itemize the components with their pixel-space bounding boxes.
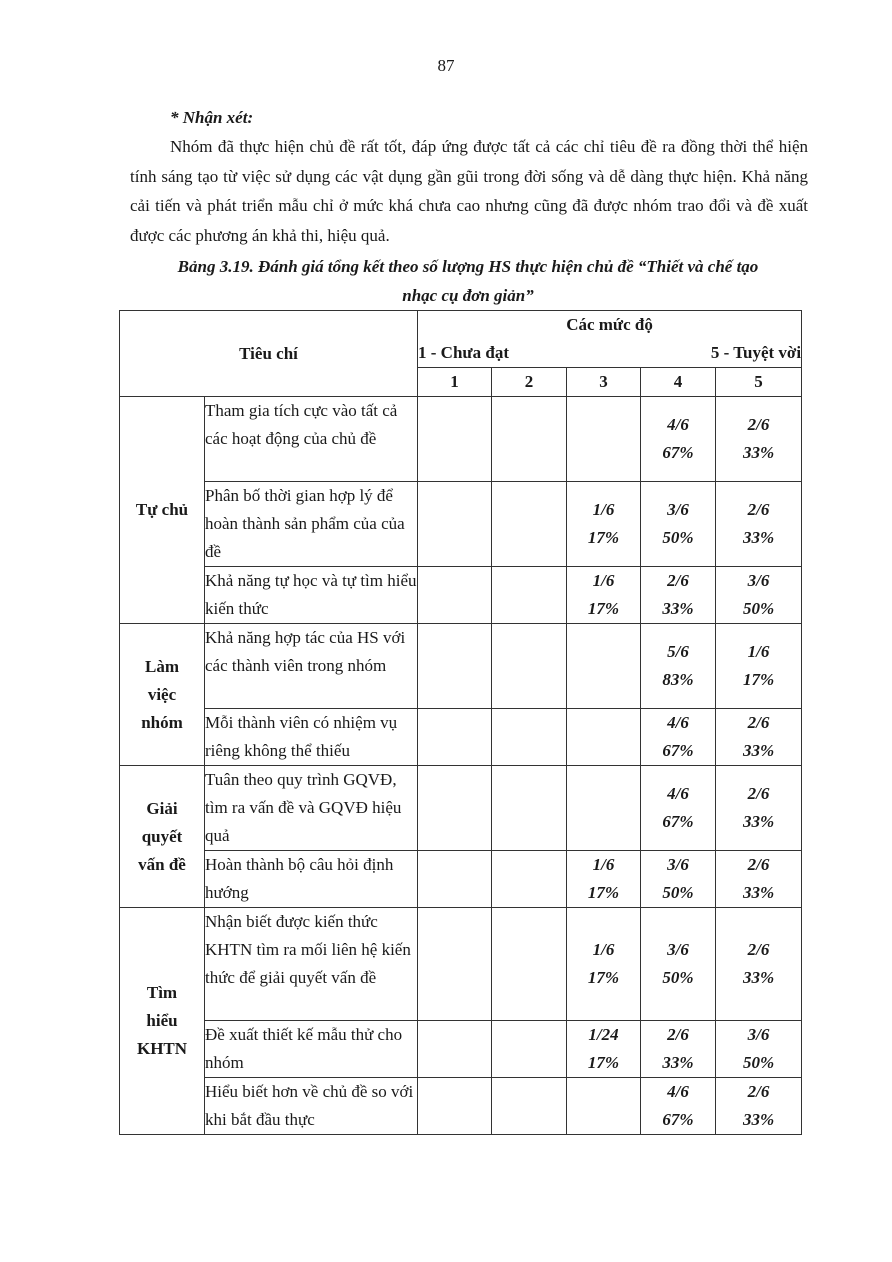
percent-value: 17%	[587, 968, 620, 987]
level-2-header: 2	[492, 368, 567, 397]
count-value: 3/6	[667, 500, 689, 519]
level-1-cell	[418, 397, 492, 482]
table-row	[120, 851, 802, 908]
percent-value: 33%	[742, 968, 775, 987]
criterion-cell: Khả năng tự học và tự tìm hiểu kiến thức	[205, 567, 418, 624]
count-value: 1/6	[592, 940, 615, 959]
criterion-cell: Đề xuất thiết kế mẫu thử cho nhóm	[205, 1021, 418, 1078]
percent-value: 67%	[662, 1110, 694, 1129]
percent-value: 50%	[662, 968, 694, 987]
percent-value: 67%	[662, 812, 694, 831]
count-value: 4/6	[667, 1082, 689, 1101]
criterion-cell: Nhận biết được kiến thức KHTN tìm ra mối liên hệ kiến thức để giải quyết vấn đề	[205, 908, 418, 1021]
percent-value: 33%	[662, 1053, 694, 1072]
criterion-cell: Tham gia tích cực vào tất cả các hoạt động của chủ đề	[205, 397, 418, 482]
level-2-cell	[492, 1078, 567, 1135]
level-5-cell	[716, 1021, 802, 1078]
level-5-cell	[716, 482, 802, 567]
percent-value: 17%	[587, 1053, 620, 1072]
percent-value: 33%	[742, 883, 775, 902]
percent-value: 50%	[742, 599, 775, 618]
level-5-cell	[716, 851, 802, 908]
level-1-header: 1	[418, 368, 492, 397]
table-row	[120, 567, 802, 624]
count-value: 1/6	[747, 642, 770, 661]
count-value: 2/6	[747, 713, 770, 732]
criterion-cell: Khả năng hợp tác của HS với các thành viên trong nhóm	[205, 624, 418, 709]
count-value: 2/6	[747, 855, 770, 874]
count-value: 1/6	[592, 571, 615, 590]
level-2-cell	[492, 908, 567, 1021]
table-row	[120, 1021, 802, 1078]
table-body	[120, 397, 802, 1135]
level-1-cell	[418, 1078, 492, 1135]
level-4-cell	[641, 397, 716, 482]
level-3-cell	[567, 709, 641, 766]
percent-value: 33%	[742, 528, 775, 547]
level-4-cell	[641, 567, 716, 624]
criterion-cell: Tuân theo quy trình GQVĐ, tìm ra vấn đề và GQVĐ hiệu quả	[205, 766, 418, 851]
group-label: Tìm hiểu KHTN	[120, 908, 205, 1135]
level-4-cell	[641, 908, 716, 1021]
level-3-cell	[567, 397, 641, 482]
table-row	[120, 766, 802, 851]
level-4-header: 4	[641, 368, 716, 397]
level-1-cell	[418, 624, 492, 709]
count-value: 2/6	[667, 571, 689, 590]
level-4-cell	[641, 482, 716, 567]
percent-value: 67%	[662, 741, 694, 760]
count-value: 2/6	[667, 1025, 689, 1044]
level-4-cell	[641, 766, 716, 851]
level-1-cell	[418, 766, 492, 851]
count-value: 4/6	[667, 784, 689, 803]
level-4-cell	[641, 851, 716, 908]
level-2-cell	[492, 624, 567, 709]
percent-value: 17%	[587, 883, 620, 902]
level-5-cell	[716, 624, 802, 709]
level-4-cell	[641, 624, 716, 709]
level-4-cell	[641, 1021, 716, 1078]
count-value: 4/6	[667, 415, 689, 434]
level-5-cell	[716, 766, 802, 851]
table-caption	[118, 252, 818, 310]
percent-value: 33%	[742, 443, 775, 462]
table-row	[120, 1078, 802, 1135]
level-low-label: 1 - Chưa đạt	[418, 343, 509, 362]
remark-heading: * Nhận xét:	[170, 108, 254, 127]
evaluation-table	[119, 310, 802, 1135]
count-value: 2/6	[747, 415, 770, 434]
count-value: 5/6	[667, 642, 689, 661]
count-value: 1/6	[592, 500, 615, 519]
percent-value: 17%	[587, 599, 620, 618]
level-2-cell	[492, 1021, 567, 1078]
level-3-header: 3	[567, 368, 641, 397]
table-row	[120, 908, 802, 1021]
level-2-cell	[492, 567, 567, 624]
criterion-cell: Hoàn thành bộ câu hỏi định hướng	[205, 851, 418, 908]
percent-value: 67%	[662, 443, 694, 462]
level-2-cell	[492, 482, 567, 567]
level-1-cell	[418, 709, 492, 766]
table-caption-line-1: Bảng 3.19. Đánh giá tổng kết theo số lượng HS thực hiện chủ đề “Thiết và chế tạo	[177, 257, 759, 276]
table-row	[120, 397, 802, 482]
level-3-cell	[567, 851, 641, 908]
count-value: 3/6	[667, 940, 689, 959]
count-value: 3/6	[667, 855, 689, 874]
percent-value: 33%	[742, 812, 775, 831]
percent-value: 33%	[662, 599, 694, 618]
level-3-cell	[567, 1021, 641, 1078]
level-3-cell	[567, 482, 641, 567]
level-5-cell	[716, 908, 802, 1021]
percent-value: 17%	[742, 670, 775, 689]
count-value: 3/6	[747, 571, 770, 590]
remark-paragraph-text: Nhóm đã thực hiện chủ đề rất tốt, đáp ứng được tất cả các chỉ tiêu đề ra đồng thời thể hiện tính sáng tạo từ việc sử dụng các vật dụng gần gũi trong đời sống và dễ dàng thực hiện. Khả năng cải tiến và phát triển mẫu chỉ ở mức khá chưa cao nhưng cũng đã được nhóm trao đổi và đề xuất được các phương án khả thi, hiệu quả.	[130, 137, 808, 245]
page-number: 87	[437, 56, 455, 75]
level-2-cell	[492, 709, 567, 766]
table-row	[120, 482, 802, 567]
table-row	[120, 709, 802, 766]
group-label: Giải quyết vấn đề	[120, 766, 205, 908]
level-1-cell	[418, 567, 492, 624]
percent-value: 33%	[742, 1110, 775, 1129]
percent-value: 50%	[662, 883, 694, 902]
group-label: Tự chủ	[120, 397, 205, 624]
count-value: 1/24	[588, 1025, 619, 1044]
level-1-cell	[418, 908, 492, 1021]
table-caption-line-2: nhạc cụ đơn giản”	[402, 286, 534, 305]
level-5-cell	[716, 567, 802, 624]
level-3-cell	[567, 567, 641, 624]
count-value: 2/6	[747, 784, 770, 803]
level-3-cell	[567, 766, 641, 851]
percent-value: 50%	[742, 1053, 775, 1072]
level-3-cell	[567, 908, 641, 1021]
percent-value: 33%	[742, 741, 775, 760]
level-2-cell	[492, 397, 567, 482]
level-5-cell	[716, 397, 802, 482]
level-3-cell	[567, 1078, 641, 1135]
count-value: 3/6	[747, 1025, 770, 1044]
level-1-cell	[418, 851, 492, 908]
criterion-cell: Mỗi thành viên có nhiệm vụ riêng không thể thiếu	[205, 709, 418, 766]
criterion-cell: Hiểu biết hơn về chủ đề so với khi bắt đầu thực	[205, 1078, 418, 1135]
count-value: 2/6	[747, 1082, 770, 1101]
count-value: 4/6	[667, 713, 689, 732]
count-value: 1/6	[592, 855, 615, 874]
percent-value: 17%	[587, 528, 620, 547]
level-1-cell	[418, 482, 492, 567]
remark-paragraph	[130, 132, 808, 250]
level-1-cell	[418, 1021, 492, 1078]
criterion-cell: Phân bố thời gian hợp lý để hoàn thành sản phẩm của của đề	[205, 482, 418, 567]
criteria-header: Tiêu chí	[120, 311, 418, 397]
count-value: 2/6	[747, 940, 770, 959]
table-row	[120, 624, 802, 709]
levels-title: Các mức độ	[566, 315, 653, 334]
level-4-cell	[641, 709, 716, 766]
level-5-header: 5	[716, 368, 802, 397]
levels-header	[418, 311, 802, 368]
level-3-cell	[567, 624, 641, 709]
level-4-cell	[641, 1078, 716, 1135]
group-label: Làm việc nhóm	[120, 624, 205, 766]
level-high-label: 5 - Tuyệt vời	[710, 343, 802, 362]
percent-value: 50%	[662, 528, 694, 547]
count-value: 2/6	[747, 500, 770, 519]
level-5-cell	[716, 1078, 802, 1135]
level-5-cell	[716, 709, 802, 766]
level-2-cell	[492, 766, 567, 851]
percent-value: 83%	[662, 670, 694, 689]
level-2-cell	[492, 851, 567, 908]
